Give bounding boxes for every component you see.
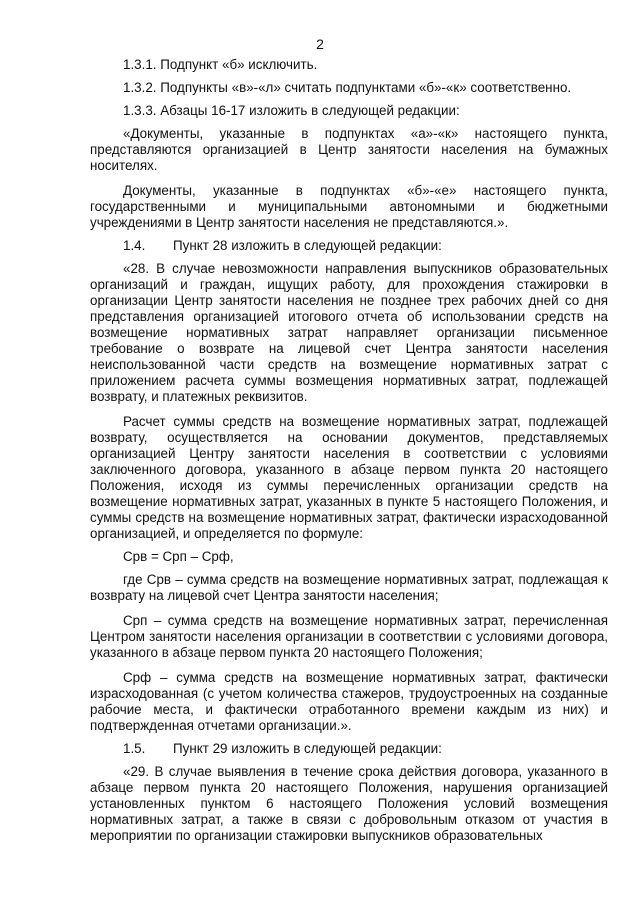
section-text: Пункт 28 изложить в следующей редакции: (173, 238, 442, 253)
paragraph-1-3-1: 1.3.1. Подпункт «б» исключить. (123, 57, 318, 72)
paragraph-1-4 (90, 238, 608, 254)
section-number: 1.4. (123, 238, 146, 253)
paragraph-srv-definition: где Срв – сумма средств на возмещение нормативных затрат, подлежащая к возврату на лицевой счет Центра занятости населения; (90, 572, 608, 603)
paragraph-documents-a-k: «Документы, указанные в подпунктах «а»-«к» настоящего пункта, представляются организацией в Центр занятости населения на бумажных носителях. (90, 126, 608, 173)
page-number: 2 (316, 36, 324, 52)
paragraph-1-3-3: 1.3.3. Абзацы 16-17 изложить в следующей редакции: (123, 103, 460, 118)
paragraph-1-5 (90, 741, 608, 757)
document-body (90, 57, 608, 851)
paragraph-srf-definition: Срф – сумма средств на возмещение нормативных затрат, фактически израсходованная (с учетом количества стажеров, трудоустроенных на созданные рабочие места, и фактически отработанного времени каждым из них) и подтвержденная отчетами организации.». (90, 670, 608, 733)
paragraph-item-29: «29. В случае выявления в течение срока действия договора, указанного в абзаце первом пункта 20 настоящего Положения, нарушения организацией установленных пунктом 6 настоящего Положения условий возмещения нормативных затрат, а также в связи с добровольным отказом от участия в мероприятии по организации стажировки выпускников образовательных (90, 764, 608, 843)
formula: Срв = Срп – Срф, (123, 549, 234, 564)
section-number: 1.5. (123, 741, 146, 756)
paragraph-srp-definition: Срп – сумма средств на возмещение нормативных затрат, перечисленная Центром занятости населения организации в соответствии с условиями договора, указанного в абзаце первом пункта 20 настоящего Положения; (90, 613, 608, 660)
paragraph-documents-b-e: Документы, указанные в подпунктах «б»-«е» настоящего пункта, государственными и муниципальными автономными и бюджетными учреждениями в Центр занятости населения не представляются.». (90, 183, 608, 230)
paragraph-item-28: «28. В случае невозможности направления выпускников образовательных организаций и граждан, ищущих работу, для прохождения стажировки в организации Центр занятости населения не позднее трех рабочих дней со дня представления организацией итогового отчета об использовании средств на возмещение нормативных затрат направляет организации письменное требование о возврате на лицевой счет Центра занятости населения неиспользованной части средств на возмещение нормативных затрат с приложением расчета суммы возмещения нормативных затрат, подлежащей возврату, и платежных реквизитов. (90, 261, 608, 404)
paragraph-1-3-2: 1.3.2. Подпункты «в»-«л» считать подпунктами «б»-«к» соответственно. (123, 80, 572, 95)
section-text: Пункт 29 изложить в следующей редакции: (173, 741, 442, 756)
paragraph-calculation: Расчет суммы средств на возмещение нормативных затрат, подлежащей возврату, осуществляется на основании документов, представляемых организацией Центру занятости населения в соответствии с условиями заключенного договора, указанного в абзаце первом пункта 20 настоящего Положения, исходя из суммы перечисленных организации средств на возмещение нормативных затрат, указанных в пункте 5 настоящего Положения, и суммы средств на возмещение нормативных затрат, фактически израсходованной организацией, и определяется по формуле: (90, 414, 608, 541)
